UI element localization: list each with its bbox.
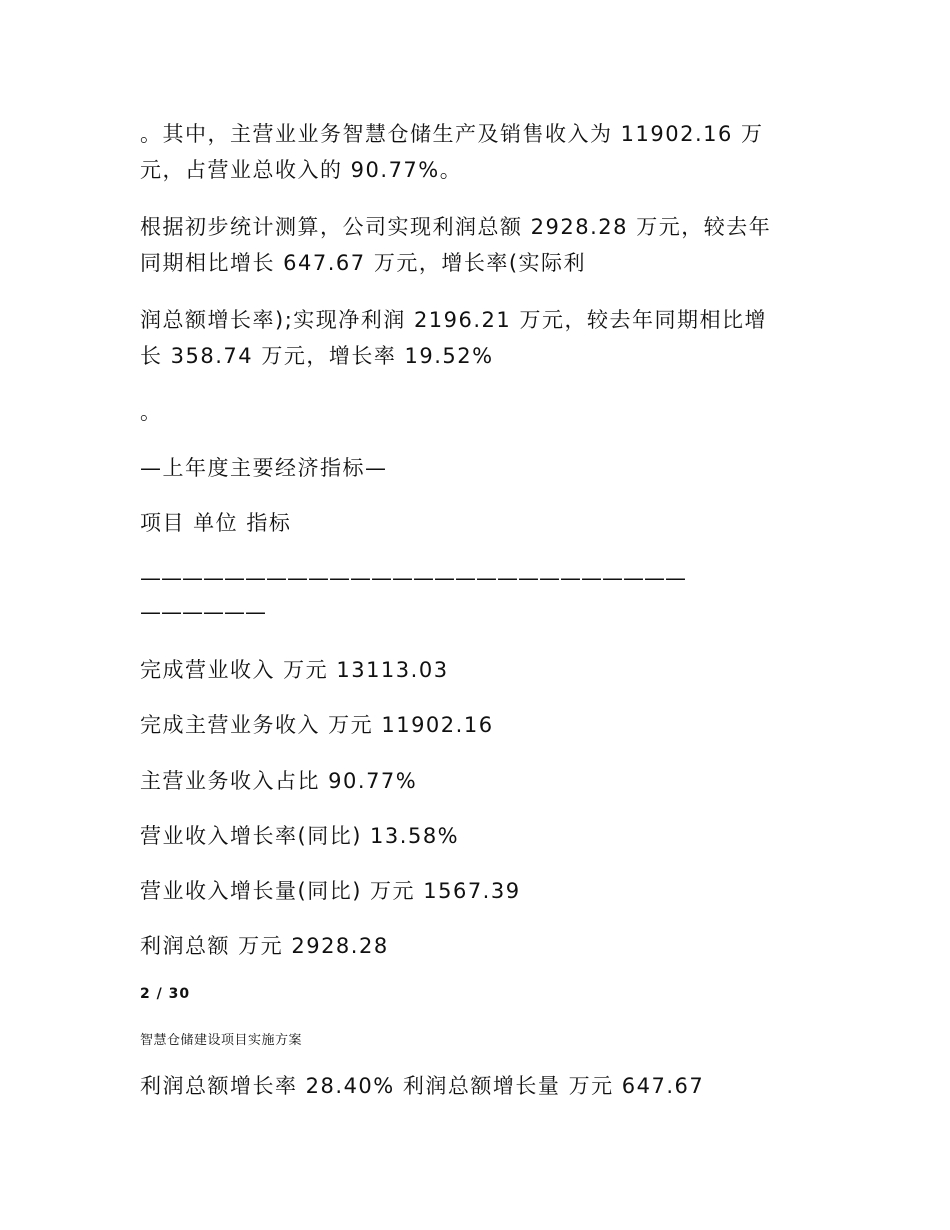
table-row: 完成主营业务收入 万元 11902.16 (140, 713, 494, 737)
table-row: 主营业务收入占比 90.77% (140, 769, 418, 793)
table-row-continued: 利润总额增长率 28.40% 利润总额增长量 万元 647.67 (140, 1074, 705, 1098)
table-separator-2: —————— (140, 600, 266, 624)
table-row: 利润总额 万元 2928.28 (140, 934, 389, 958)
paragraph-line-4: 同期相比增长 647.67 万元，增长率(实际利 (140, 251, 587, 275)
paragraph-line-6: 长 358.74 万元，增长率 19.52% (140, 344, 494, 368)
paragraph-line-7: 。 (140, 400, 163, 424)
document-title: 智慧仓储建设项目实施方案 (140, 1033, 303, 1048)
table-title: —上年度主要经济指标— (140, 456, 388, 480)
table-row: 营业收入增长量(同比) 万元 1567.39 (140, 879, 521, 903)
paragraph-line-5: 润总额增长率);实现净利润 2196.21 万元，较去年同期相比增 (140, 308, 767, 332)
paragraph-line-2: 元，占营业总收入的 90.77%。 (140, 158, 463, 182)
table-row: 营业收入增长率(同比) 13.58% (140, 824, 460, 848)
table-separator-1: —————————————————————————— (140, 566, 686, 590)
table-row: 完成营业收入 万元 13113.03 (140, 658, 449, 682)
paragraph-line-1: 。其中，主营业业务智慧仓储生产及销售收入为 11902.16 万 (140, 122, 764, 146)
page-number: 2 / 30 (140, 986, 191, 1002)
table-header: 项目 单位 指标 (140, 511, 292, 535)
paragraph-line-3: 根据初步统计测算，公司实现利润总额 2928.28 万元，较去年 (140, 215, 772, 239)
